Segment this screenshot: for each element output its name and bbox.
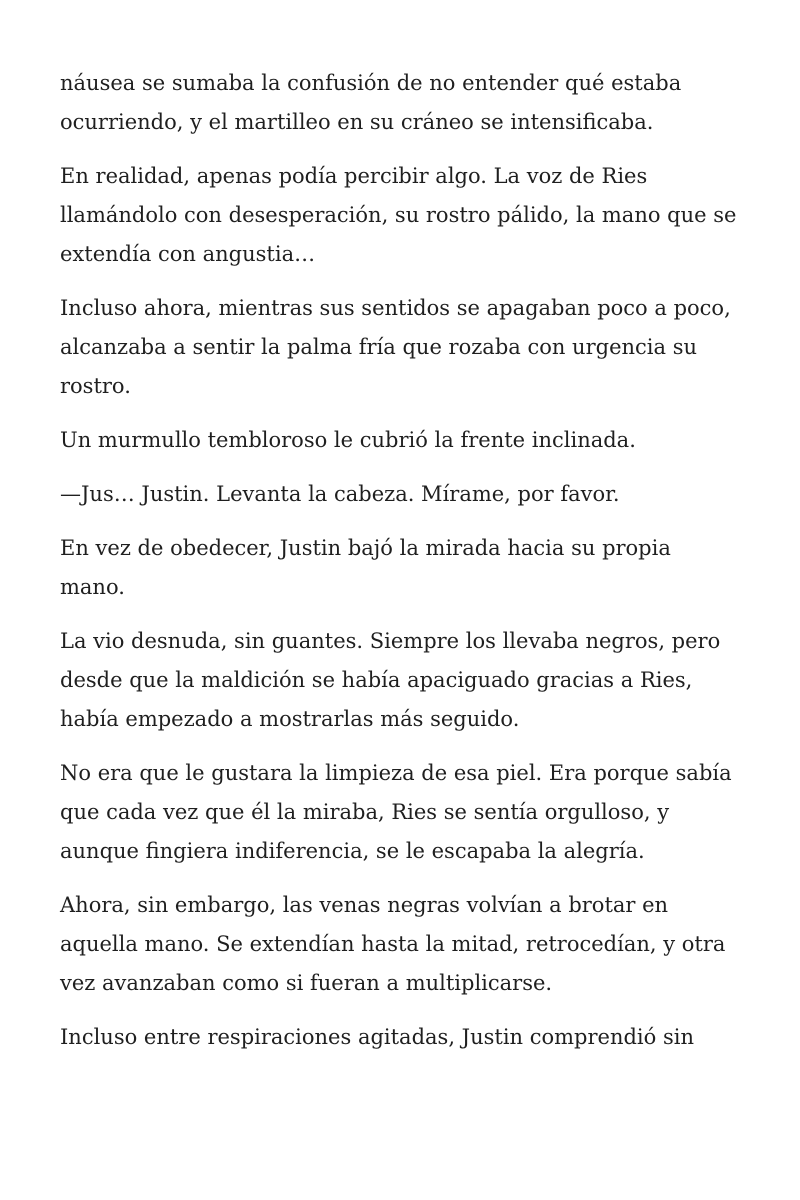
dialogue-line: —Jus… Justin. Levanta la cabeza. Mírame, por favor. (60, 482, 620, 506)
paragraph-1: náusea se sumaba la confusión de no entender qué estaba ocurriendo, y el martilleo en su cráneo se intensificaba. (60, 71, 682, 134)
paragraph-6: En vez de obedecer, Justin bajó la mirada hacia su propia mano. (60, 536, 671, 599)
paragraph-2: En realidad, apenas podía percibir algo. La voz de Ries llamándolo con desesperación, su rostro pálido, la mano que se extendía con angustia… (60, 164, 737, 266)
paragraph-8: No era que le gustara la limpieza de esa piel. Era porque sabía que cada vez que él la miraba, Ries se sentía orgulloso, y aunque fingiera indiferencia, se le escapaba la alegría. (60, 761, 732, 863)
paragraph-10: Incluso entre respiraciones agitadas, Justin comprendió sin (60, 1025, 694, 1049)
paragraph-4: Un murmullo tembloroso le cubrió la frente inclinada. (60, 428, 636, 452)
paragraph-3: Incluso ahora, mientras sus sentidos se apagaban poco a poco, alcanzaba a sentir la palma fría que rozaba con urgencia su rostro. (60, 296, 731, 398)
paragraph-7: La vio desnuda, sin guantes. Siempre los llevaba negros, pero desde que la maldición se había apaciguado gracias a Ries, había empezado a mostrarlas más seguido. (60, 629, 721, 731)
paragraph-9: Ahora, sin embargo, las venas negras volvían a brotar en aquella mano. Se extendían hasta la mitad, retrocedían, y otra vez avanzaban como si fueran a multiplicarse. (60, 893, 726, 995)
